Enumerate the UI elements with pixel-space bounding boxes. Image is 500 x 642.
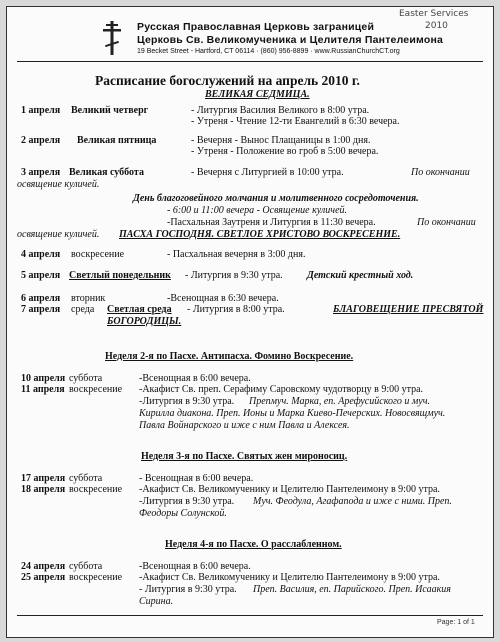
page-subtitle: ВЕЛИКАЯ СЕДМИЦА. xyxy=(205,89,310,100)
date-label: 1 апреля xyxy=(21,105,61,116)
day-label: воскресение xyxy=(69,384,123,395)
feast-heading: ПАСХА ГОСПОДНЯ. СВЕТЛОЕ ХРИСТОВО ВОСКРЕСЕНИЕ. xyxy=(119,229,401,240)
page-number: Page: 1 of 1 xyxy=(437,619,475,626)
handwritten-note-line1: Easter Services xyxy=(399,9,469,19)
day-label: среда xyxy=(71,304,95,315)
day-label: воскресение xyxy=(69,484,123,495)
footer-divider xyxy=(17,615,483,616)
feast-heading: БОГОРОДИЦЫ. xyxy=(107,316,182,327)
service-text: -Пасхальная Заутреня и Литургия в 11:30 вечера. xyxy=(167,217,376,228)
date-label: 2 апреля xyxy=(21,135,61,146)
service-note: - 6:00 и 11:00 вечера - Освящение куличей. xyxy=(167,205,348,216)
handwritten-note-line2: 2010 xyxy=(425,21,448,31)
service-note: освящение куличей. xyxy=(17,179,100,190)
service-text: - Литургия в 8:00 утра. xyxy=(187,304,285,315)
service-text: -Всенощная в 6:30 вечера. xyxy=(167,293,279,304)
page-title: Расписание богослужений на апрель 2010 г. xyxy=(95,73,360,88)
church-name-line2: Церковь Св. Великомученика и Целителя Пантелеимона xyxy=(137,34,444,46)
day-label: суббота xyxy=(69,373,103,384)
service-text: -Акафист Св. Великомученику и Целителю Пантелеимону в 9:00 утра. xyxy=(139,572,440,583)
header-divider xyxy=(17,61,483,62)
date-label: 6 апреля xyxy=(21,293,61,304)
service-text: - Пасхальная вечерня в 3:00 дня. xyxy=(167,249,306,260)
service-text: - Утреня - Чтение 12-ти Евангелий в 6:30 вечера. xyxy=(191,116,400,127)
saints-note: Кирилла диакона. Преп. Ионы и Марка Киево-Печерских. Новосвящмуч. xyxy=(139,408,446,419)
day-label: Светлая среда xyxy=(107,304,172,315)
service-note: освящение куличей. xyxy=(17,229,100,240)
date-label: 18 апреля xyxy=(21,484,66,495)
service-note: По окончании xyxy=(411,167,470,178)
day-label: суббота xyxy=(69,561,103,572)
saints-note: Препмуч. Марка, еп. Арефусийского и муч. xyxy=(249,396,430,407)
document-page xyxy=(6,6,494,638)
saints-note: Павла Войнарского и иже с ним Павла и Алексея. xyxy=(139,420,350,431)
service-text: -Акафист Св. преп. Серафиму Саровскому чудотворцу в 9:00 утра. xyxy=(139,384,424,395)
day-label: суббота xyxy=(69,473,103,484)
feast-heading: БЛАГОВЕЩЕНИЕ ПРЕСВЯТОЙ xyxy=(333,304,484,315)
service-text: - Литургия в 9:30 утра. xyxy=(185,270,283,281)
service-text: - Вечерня с Литургией в 10:00 утра. xyxy=(191,167,344,178)
date-label: 7 апреля xyxy=(21,304,61,315)
service-note: Детский крестный ход. xyxy=(307,270,414,281)
church-cross-logo xyxy=(101,21,123,55)
service-text: - Литургия Василия Великого в 8:00 утра. xyxy=(191,105,370,116)
church-name-line1: Русская Православная Церковь заграницей xyxy=(137,21,375,33)
day-label: Светлый понедельник xyxy=(69,270,171,281)
day-label: воскресение xyxy=(71,249,125,260)
week-heading: Неделя 4-я по Пасхе. О расслабленном. xyxy=(165,539,342,550)
day-label: Великая суббота xyxy=(69,167,144,178)
day-heading: День благоговейного молчания и молитвенного сосредоточения. xyxy=(133,193,419,204)
week-heading: Неделя 3-я по Пасхе. Святых жен мироносиц. xyxy=(141,451,348,462)
date-label: 4 апреля xyxy=(21,249,61,260)
date-label: 11 апреля xyxy=(21,384,65,395)
service-text: - Утреня - Положение во гроб в 5:00 вечера. xyxy=(191,146,379,157)
saints-note: Феодоры Солунской. xyxy=(139,508,227,519)
church-address-line: 19 Becket Street - Hartford, CT 06114 · (860) 956-8899 · www.RussianChurchCT.org xyxy=(137,48,400,55)
service-text: -Акафист Св. Великомученику и Целителю Пантелеимону в 9:00 утра. xyxy=(139,484,440,495)
date-label: 5 апреля xyxy=(21,270,61,281)
service-text: -Всенощная в 6:00 вечера. xyxy=(139,373,251,384)
service-text: -Всенощная в 6:00 вечера. xyxy=(139,561,251,572)
day-label: Великая пятница xyxy=(77,135,157,146)
date-label: 3 апреля xyxy=(21,167,61,178)
date-label: 25 апреля xyxy=(21,572,66,583)
saints-note: Муч. Феодула, Агафапода и иже с ними. Преп. xyxy=(253,496,452,507)
service-text: - Всенощная в 6:00 вечера. xyxy=(139,473,254,484)
date-label: 10 апреля xyxy=(21,373,66,384)
saints-note: Сирина. xyxy=(139,596,174,607)
service-text: -Литургия в 9:30 утра. xyxy=(139,496,235,507)
day-label: вторник xyxy=(71,293,106,304)
week-heading: Неделя 2-я по Пасхе. Антипасха. Фомино Воскресение. xyxy=(105,351,354,362)
date-label: 24 апреля xyxy=(21,561,66,572)
day-label: воскресение xyxy=(69,572,123,583)
service-note: По окончании xyxy=(417,217,476,228)
date-label: 17 апреля xyxy=(21,473,66,484)
service-text: -Литургия в 9:30 утра. xyxy=(139,396,235,407)
service-text: - Вечерня - Вынос Плащаницы в 1:00 дня. xyxy=(191,135,371,146)
service-text: - Литургия в 9:30 утра. xyxy=(139,584,237,595)
saints-note: Преп. Василия, еп. Парийского. Преп. Исаакия xyxy=(253,584,451,595)
day-label: Великий четверг xyxy=(71,105,149,116)
